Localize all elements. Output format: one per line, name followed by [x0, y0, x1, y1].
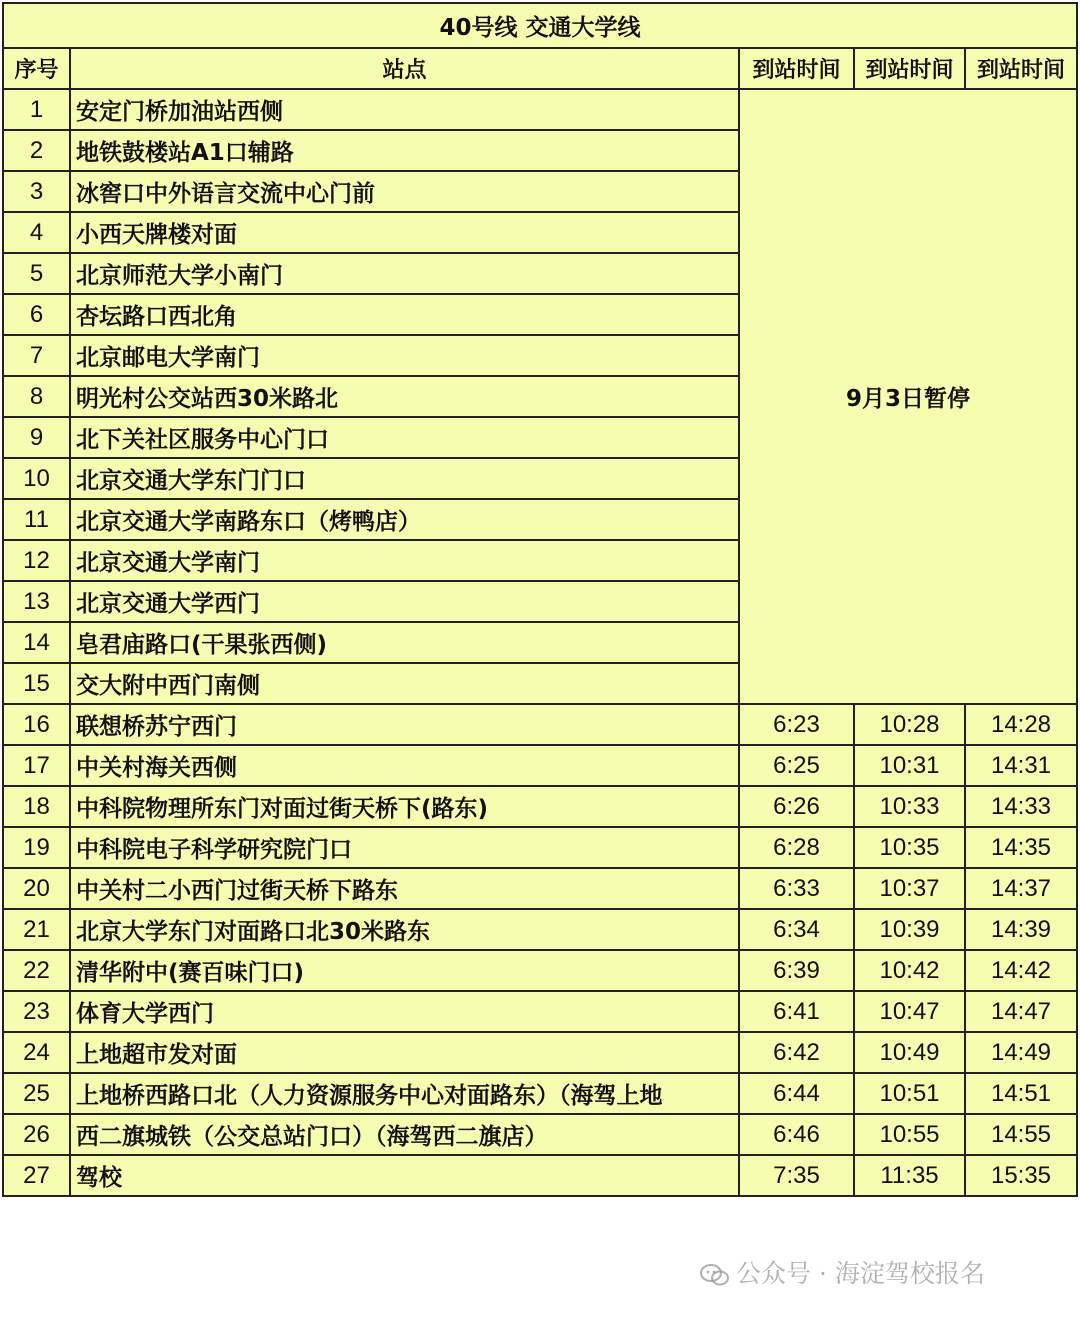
arrival-time-3: 14:37: [965, 868, 1077, 909]
table-row: [3, 704, 1077, 745]
arrival-time-2: 10:33: [854, 786, 965, 827]
header-seq: 序号: [3, 48, 70, 89]
stop-number: 22: [3, 950, 70, 991]
header-stop: 站点: [70, 48, 739, 89]
table-row: [3, 1032, 1077, 1073]
stop-number: 27: [3, 1155, 70, 1196]
table-row: [3, 827, 1077, 868]
table-row: [3, 991, 1077, 1032]
arrival-time-3: 14:42: [965, 950, 1077, 991]
bus-schedule-table: [2, 2, 1078, 1197]
arrival-time-1: 6:41: [739, 991, 854, 1032]
stop-number: 5: [3, 253, 70, 294]
arrival-time-1: 6:25: [739, 745, 854, 786]
stop-name: 中科院电子科学研究院门口: [70, 827, 739, 868]
arrival-time-1: 6:42: [739, 1032, 854, 1073]
stop-name: 中关村海关西侧: [70, 745, 739, 786]
stop-name: 驾校: [70, 1155, 739, 1196]
table-row: [3, 786, 1077, 827]
arrival-time-2: 10:39: [854, 909, 965, 950]
table-row: [3, 745, 1077, 786]
stop-name: 北下关社区服务中心门口: [70, 417, 739, 458]
header-arrival-1: 到站时间: [739, 48, 854, 89]
arrival-time-2: 10:47: [854, 991, 965, 1032]
table-row: [3, 1155, 1077, 1196]
stop-name: 西二旗城铁（公交总站门口）（海驾西二旗店）: [70, 1114, 739, 1155]
arrival-time-1: 6:28: [739, 827, 854, 868]
stop-number: 14: [3, 622, 70, 663]
stop-number: 1: [3, 89, 70, 130]
stop-number: 9: [3, 417, 70, 458]
stop-number: 21: [3, 909, 70, 950]
stop-number: 2: [3, 130, 70, 171]
header-arrival-2: 到站时间: [854, 48, 965, 89]
stop-name: 安定门桥加油站西侧: [70, 89, 739, 130]
table-row: [3, 950, 1077, 991]
stop-name: 中科院物理所东门对面过街天桥下(路东): [70, 786, 739, 827]
stop-name: 北京邮电大学南门: [70, 335, 739, 376]
stop-number: 11: [3, 499, 70, 540]
arrival-time-1: 6:23: [739, 704, 854, 745]
stop-name: 中关村二小西门过街天桥下路东: [70, 868, 739, 909]
table-row: [3, 89, 1077, 130]
title-row: [3, 3, 1077, 48]
arrival-time-2: 10:49: [854, 1032, 965, 1073]
arrival-time-3: 14:47: [965, 991, 1077, 1032]
stop-name: 杏坛路口西北角: [70, 294, 739, 335]
arrival-time-3: 14:35: [965, 827, 1077, 868]
stop-number: 25: [3, 1073, 70, 1114]
stop-number: 26: [3, 1114, 70, 1155]
stop-name: 上地超市发对面: [70, 1032, 739, 1073]
arrival-time-2: 10:55: [854, 1114, 965, 1155]
stop-number: 10: [3, 458, 70, 499]
arrival-time-3: 14:28: [965, 704, 1077, 745]
stop-name: 清华附中(赛百味门口): [70, 950, 739, 991]
stop-number: 24: [3, 1032, 70, 1073]
arrival-time-2: 10:51: [854, 1073, 965, 1114]
stop-number: 8: [3, 376, 70, 417]
arrival-time-1: 6:26: [739, 786, 854, 827]
stop-number: 13: [3, 581, 70, 622]
arrival-time-3: 14:39: [965, 909, 1077, 950]
stop-number: 7: [3, 335, 70, 376]
stop-name: 北京交通大学南路东口（烤鸭店）: [70, 499, 739, 540]
stop-number: 20: [3, 868, 70, 909]
stop-number: 17: [3, 745, 70, 786]
arrival-time-1: 7:35: [739, 1155, 854, 1196]
stop-name: 北京交通大学西门: [70, 581, 739, 622]
arrival-time-1: 6:46: [739, 1114, 854, 1155]
arrival-time-2: 10:28: [854, 704, 965, 745]
arrival-time-1: 6:34: [739, 909, 854, 950]
stop-name: 联想桥苏宁西门: [70, 704, 739, 745]
arrival-time-2: 10:31: [854, 745, 965, 786]
arrival-time-3: 14:49: [965, 1032, 1077, 1073]
stop-number: 18: [3, 786, 70, 827]
arrival-time-1: 6:44: [739, 1073, 854, 1114]
arrival-time-2: 11:35: [854, 1155, 965, 1196]
watermark: [700, 1254, 985, 1290]
header-row: [3, 48, 1077, 89]
arrival-time-3: 14:55: [965, 1114, 1077, 1155]
arrival-time-3: 14:51: [965, 1073, 1077, 1114]
stop-name: 北京交通大学东门门口: [70, 458, 739, 499]
table-row: [3, 1114, 1077, 1155]
stop-number: 6: [3, 294, 70, 335]
stop-name: 上地桥西路口北（人力资源服务中心对面路东）（海驾上地: [70, 1073, 739, 1114]
stop-name: 体育大学西门: [70, 991, 739, 1032]
stop-name: 地铁鼓楼站A1口辅路: [70, 130, 739, 171]
stop-name: 北京大学东门对面路口北30米路东: [70, 909, 739, 950]
arrival-time-3: 14:33: [965, 786, 1077, 827]
stop-name: 北京师范大学小南门: [70, 253, 739, 294]
table-row: [3, 868, 1077, 909]
watermark-text: 公众号 · 海淀驾校报名: [736, 1259, 985, 1288]
stop-number: 15: [3, 663, 70, 704]
arrival-time-2: 10:37: [854, 868, 965, 909]
header-arrival-3: 到站时间: [965, 48, 1077, 89]
route-title: 40号线 交通大学线: [3, 3, 1077, 48]
table-row: [3, 909, 1077, 950]
wechat-icon: [700, 1263, 730, 1287]
stop-name: 皂君庙路口(干果张西侧): [70, 622, 739, 663]
stop-number: 23: [3, 991, 70, 1032]
stop-number: 19: [3, 827, 70, 868]
stop-name: 北京交通大学南门: [70, 540, 739, 581]
stop-name: 明光村公交站西30米路北: [70, 376, 739, 417]
stop-name: 小西天牌楼对面: [70, 212, 739, 253]
arrival-time-2: 10:35: [854, 827, 965, 868]
arrival-time-3: 15:35: [965, 1155, 1077, 1196]
arrival-time-3: 14:31: [965, 745, 1077, 786]
stop-number: 4: [3, 212, 70, 253]
suspended-note: 9月3日暂停: [739, 89, 1077, 704]
arrival-time-1: 6:39: [739, 950, 854, 991]
stop-name: 冰窖口中外语言交流中心门前: [70, 171, 739, 212]
arrival-time-1: 6:33: [739, 868, 854, 909]
stop-number: 16: [3, 704, 70, 745]
arrival-time-2: 10:42: [854, 950, 965, 991]
table-row: [3, 1073, 1077, 1114]
stop-name: 交大附中西门南侧: [70, 663, 739, 704]
stop-number: 3: [3, 171, 70, 212]
stop-number: 12: [3, 540, 70, 581]
